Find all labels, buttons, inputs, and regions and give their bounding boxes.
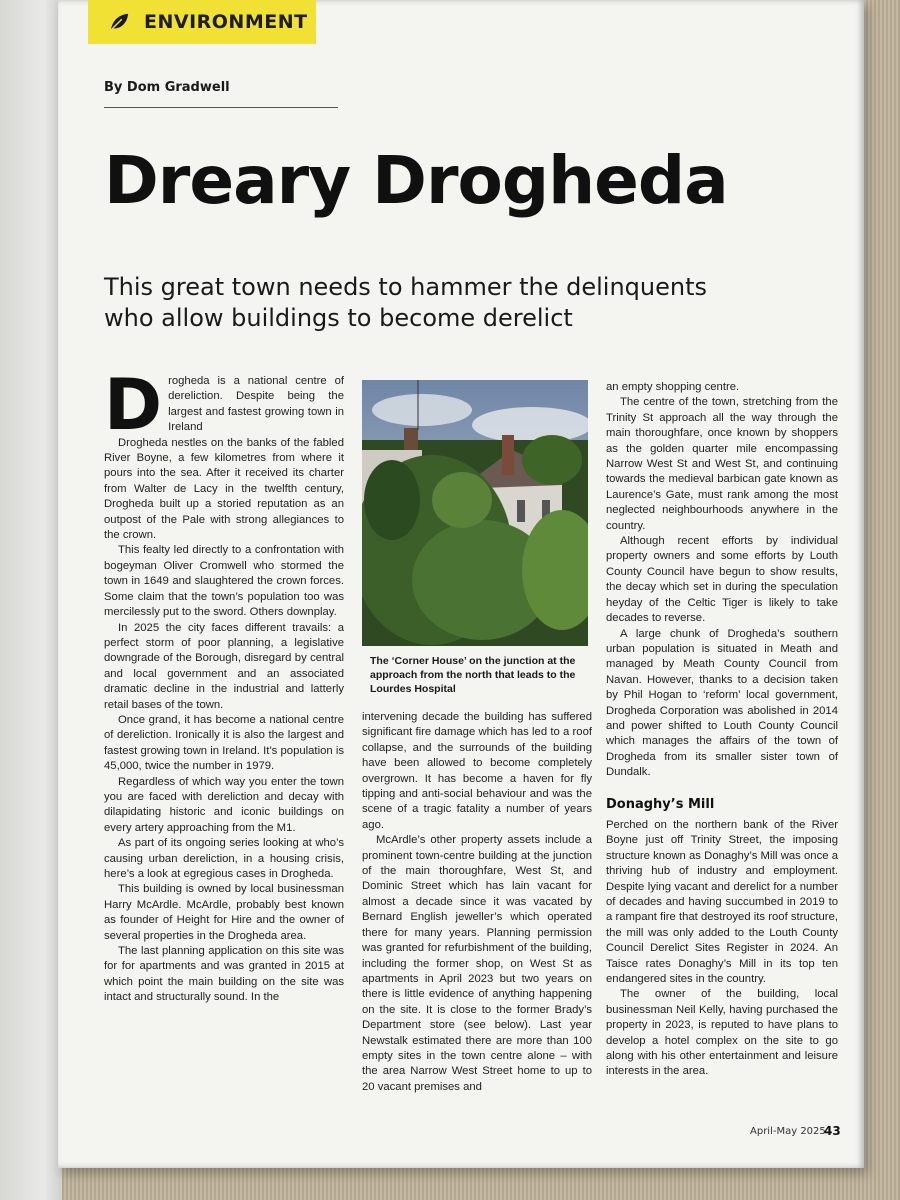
drop-cap: D xyxy=(104,364,163,446)
page-number: 43 xyxy=(824,1124,841,1138)
paragraph: Although recent efforts by individual property owners and some efforts by Louth County Council have begun to show results, the decay which set in during the speculation heyday of the Celtic Tiger is likely to take decades to reverse. xyxy=(606,535,838,625)
magazine-page xyxy=(58,0,864,1168)
paragraph: Drogheda nestles on the banks of the fabled River Boyne, a few kilometres from where it pours into the sea. After it received its charter from Walter de Lacy in the twelfth century, Drogheda built up a storied reputation as an outpost of the Pale with strong allegiances to the crown. xyxy=(104,436,344,542)
paragraph: an empty shopping centre. xyxy=(606,381,740,393)
photo-caption: The ‘Corner House’ on the junction at the approach from the north that leads to the Lourdes Hospital xyxy=(370,655,576,695)
paragraph: Perched on the northern bank of the River Boyne just off Trinity Street, the imposing structure known as Donaghy’s Mill was once a thriving hub of industry and employment. Despite lying vacant and derelict for a number of decades and having succumbed in 2019 to a rampant fire that destroyed its roof structure, the mill was only added to the Louth County Council Derelict Sites Register in 2024. An Taisce rates Donaghy’s Mill in its top ten endangered sites in the country. xyxy=(606,818,838,986)
standfirst-line-1: This great town needs to hammer the delinquents xyxy=(104,273,707,301)
standfirst xyxy=(104,272,824,334)
paragraph: The owner of the building, local businessman Neil Kelly, having purchased the property in 2023, is reputed to have plans to develop a hotel complex on the site to go along with his other entertainment and leisure interests in the area. xyxy=(606,988,838,1078)
issue-date: April-May 2025 xyxy=(750,1126,826,1137)
section-tag xyxy=(88,0,316,44)
article-column-1 xyxy=(104,364,344,1006)
facing-page-edge xyxy=(0,0,62,1200)
paragraph: The centre of the town, stretching from the Trinity St approach all the way through the main thoroughfare, once known by shoppers as the golden quarter mile encompassing Narrow West St and West St, and continuing towards the medieval barbican gate known as Laurence’s Gate, must rank among the most neglected neighbourhoods anywhere in the country. xyxy=(606,396,838,532)
subheading: Donaghy’s Mill xyxy=(606,796,715,812)
standfirst-line-2: who allow buildings to become derelict xyxy=(104,304,573,332)
section-label: ENVIRONMENT xyxy=(144,11,308,33)
paragraph: As part of its ongoing series looking at who’s causing urban dereliction, in a housing crisis, here’s a look at egregious cases in Drogheda. xyxy=(104,837,344,880)
paragraph: rogheda is a national centre of dereliction. Despite being the largest and fastest growing town in Ireland xyxy=(168,375,344,434)
corner-house-photo xyxy=(362,380,588,646)
paragraph: This building is owned by local businessman Harry McArdle. McArdle, probably best known as founder of Height for Hire and the owner of several properties in the Drogheda area. xyxy=(104,883,344,942)
byline-rule xyxy=(104,107,338,108)
paragraph: Regardless of which way you enter the town you are faced with dereliction and decay with dilapidating historic and iconic buildings on every artery approaching from the M1. xyxy=(104,775,344,834)
paragraph: A large chunk of Drogheda’s southern urban population is situated in Meath and managed by Meath County Council from Navan. However, thanks to a decision taken by Phil Hogan to ‘reform’ local government, Drogheda Corporation was abolished in 2014 and power shifted to Louth County Council which manages the affairs of the town of Drogheda from its smaller sister town of Dundalk. xyxy=(606,627,838,779)
paragraph: intervening decade the building has suffered significant fire damage which has led to a roof collapse, and the surrounds of the building have been allowed to become completely overgrown. It has become a haven for fly tipping and anti-social behaviour and was the scene of a tragic fatality a number of years ago. xyxy=(362,711,592,831)
leaf-icon xyxy=(108,11,130,33)
article-column-2 xyxy=(362,710,592,1095)
article-column-3 xyxy=(606,380,838,1080)
paragraph: McArdle’s other property assets include a prominent town-centre building at the junction of the main thoroughfare, West St, and Dominic Street which has lain vacant for almost a decade since it was vacated by Bernard English jeweller’s which operated there for many years. Planning permission was granted for refurbishment of the building, including the former shop, on West St as apartments in April 2023 but two years on there is little evidence of anything happening on the site. It is close to the former Brady’s Department store (see below). Last year Newstalk estimated there are more than 100 empty sites in the town centre alone – with the area Narrow West Street home to up to 20 vacant premises and xyxy=(362,834,592,1093)
paragraph: In 2025 the city faces different travails: a perfect storm of poor planning, a legislative downgrade of the Borough, disregard by central and local government and an associated dramatic decline in the industrial and latterly retail bases of the town. xyxy=(104,621,344,711)
paragraph: This fealty led directly to a confrontation with bogeyman Oliver Cromwell who stormed the town in 1649 and slaughtered the crown forces. Some claim that the town’s population too was mercilessly put to the sword. Others downplay. xyxy=(104,544,344,619)
paragraph: The last planning application on this site was for for apartments and was granted in 2015 at which point the main building on the site was intact and structurally sound. In the xyxy=(104,945,344,1004)
paragraph: Once grand, it has become a national centre of dereliction. Ironically it is also the largest and fastest growing town in Ireland. It’s population is 45,000, twice the number in 1979. xyxy=(104,713,344,773)
byline: By Dom Gradwell xyxy=(104,80,230,95)
headline: Dreary Drogheda xyxy=(104,142,728,219)
